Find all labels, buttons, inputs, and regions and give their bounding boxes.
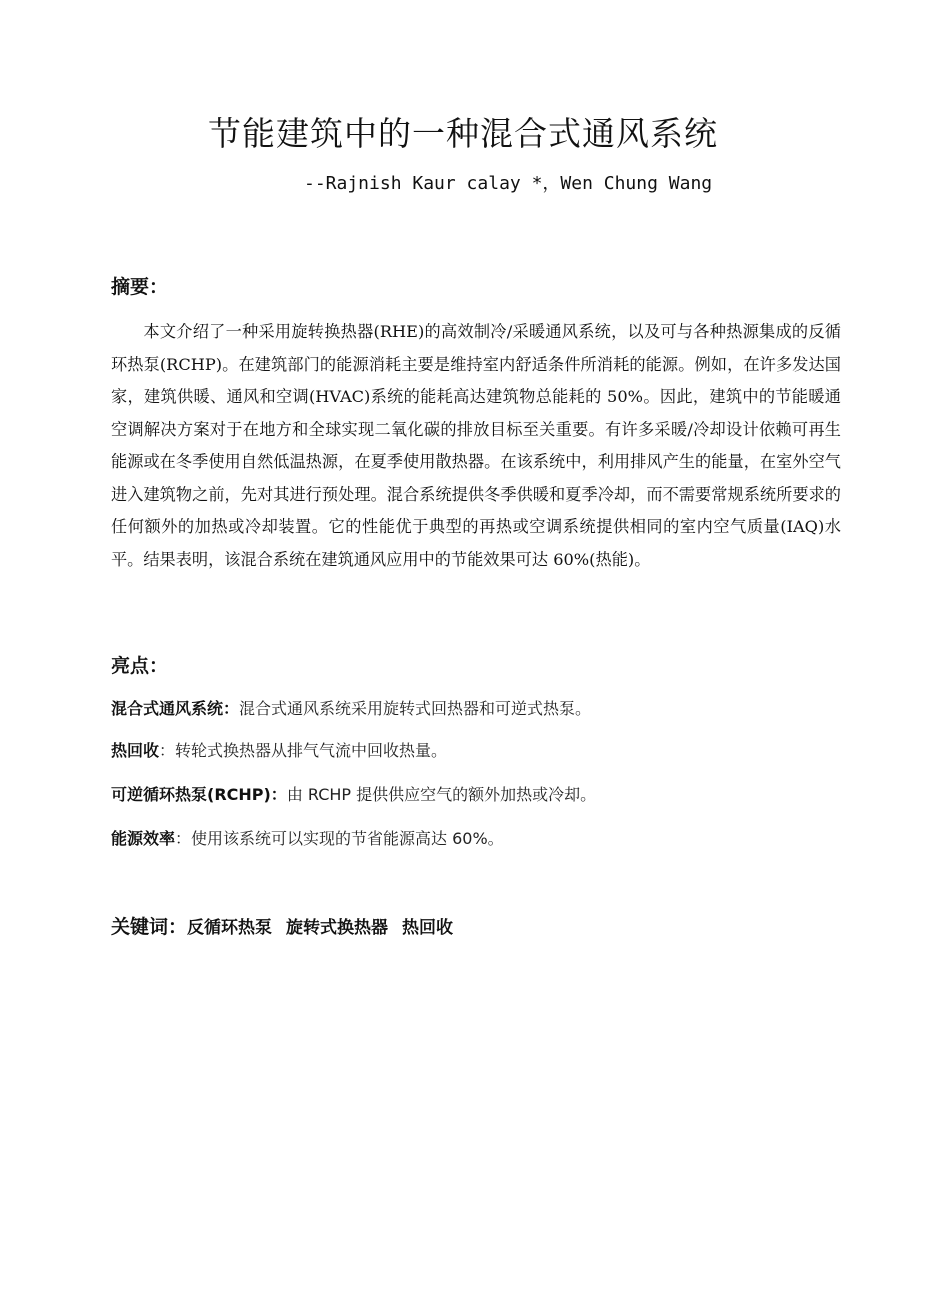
keyword: 热回收 [402,918,454,938]
keywords-label: 关键词： [111,916,188,938]
highlight-item-hybrid-ventilation [111,697,591,721]
abstract-heading: 摘要： [111,276,169,298]
abstract-text: 本文介绍了一种采用旋转换热器(RHE)的高效制冷/采暖通风系统，以及可与各种热源集成的反循环热泵(RCHP)。在建筑部门的能源消耗主要是维持室内舒适条件所消耗的能源。例如，在许多发达国家，建筑供暖、通风和空调(HVAC)系统的能耗高达建筑物总能耗的 50%。因此，建筑中的节能暖通空调解决方案对于在地方和全球实现二氧化碳的排放目标至关重要。有许多采暖/冷却设计依赖可再生能源或在冬季使用自然低温热源，在夏季使用散热器。在该系统中，利用排风产生的能量，在室外空气进入建筑物之前，先对其进行预处理。混合系统提供冬季供暖和夏季冷却，而不需要常规系统所要求的任何额外的加热或冷却装置。它的性能优于典型的再热或空调系统提供相同的室内空气质量(IAQ)水平。结果表明，该混合系统在建筑通风应用中的节能效果可达 60%(热能)。 [111,322,841,569]
highlight-desc: ：使用该系统可以实现的节省能源高达 60%。 [175,829,504,848]
highlight-desc: ：转轮式换热器从排气气流中回收热量。 [159,741,448,760]
document-title: 节能建筑中的一种混合式通风系统 [208,114,718,153]
keyword: 旋转式换热器 [286,918,389,938]
highlights-heading: 亮点： [111,655,169,677]
highlight-desc: 由 RCHP 提供供应空气的额外加热或冷却。 [286,785,597,804]
author-line: --Rajnish Kaur calay *，Wen Chung Wang [304,173,713,194]
keywords-line [111,912,467,939]
keyword: 反循环热泵 [187,918,273,938]
highlight-term: 热回收 [111,741,160,760]
highlight-item-energy-efficiency [111,827,504,851]
highlight-term: 可逆循环热泵(RCHP)： [111,785,287,804]
highlight-term: 能源效率 [111,829,176,848]
highlight-desc: 混合式通风系统采用旋转式回热器和可逆式热泵。 [239,699,592,718]
highlight-term: 混合式通风系统： [111,699,240,718]
highlight-item-rchp [111,783,596,807]
highlight-item-heat-recovery [111,739,447,763]
